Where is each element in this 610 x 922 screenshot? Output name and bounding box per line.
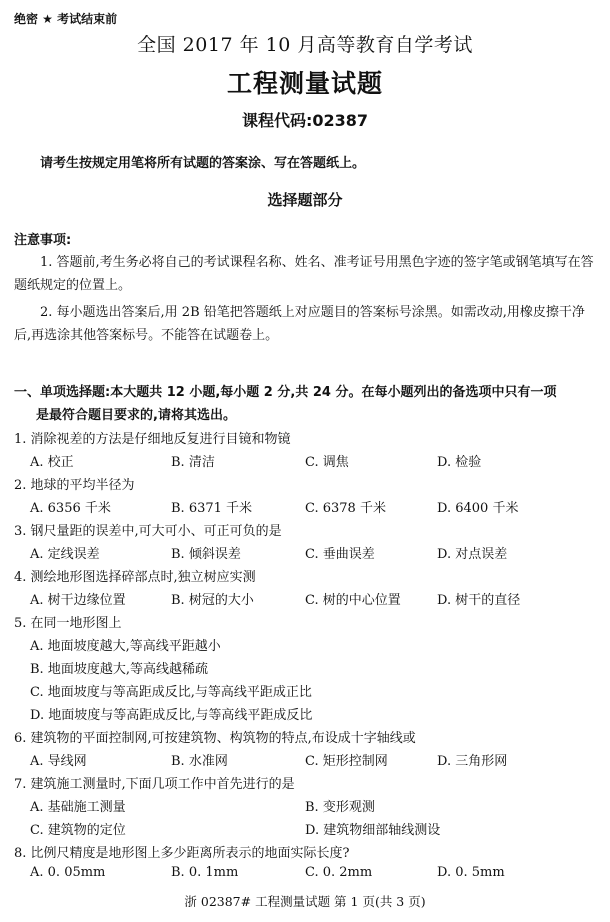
question-6-option-a: A. 导线网 — [30, 754, 87, 769]
question-8-stem: 8. 比例尺精度是地形图上多少距离所表示的地面实际长度? — [14, 846, 350, 861]
question-7-stem: 7. 建筑施工测量时,下面几项工作中首先进行的是 — [14, 777, 295, 792]
question-1-option-c: C. 调焦 — [305, 455, 349, 470]
question-6-stem: 6. 建筑物的平面控制网,可按建筑物、构筑物的特点,布设成十字轴线或 — [14, 731, 416, 746]
question-3-option-a: A. 定线误差 — [30, 547, 100, 562]
question-2-stem: 2. 地球的平均半径为 — [14, 478, 135, 493]
question-3-option-d: D. 对点误差 — [437, 547, 508, 562]
question-6-option-b: B. 水准网 — [171, 754, 228, 769]
question-1-option-a: A. 校正 — [30, 455, 74, 470]
question-8-option-b: B. 0. 1mm — [171, 865, 239, 880]
question-7-option-b: B. 变形观测 — [305, 800, 375, 815]
question-6-option-c: C. 矩形控制网 — [305, 754, 388, 769]
question-3-option-c: C. 垂曲误差 — [305, 547, 375, 562]
part1-heading-line2: 是最符合题目要求的,请将其选出。 — [36, 408, 236, 423]
page-footer: 浙 02387# 工程测量试题 第 1 页(共 3 页) — [184, 894, 426, 909]
question-7-option-a: A. 基础施工测量 — [30, 800, 126, 815]
question-4-option-d: D. 树干的直径 — [437, 593, 521, 608]
question-5-option-b: B. 地面坡度越大,等高线越稀疏 — [30, 662, 208, 677]
section-title: 选择题部分 — [267, 191, 343, 209]
question-1-stem: 1. 消除视差的方法是仔细地反复进行目镜和物镜 — [14, 432, 291, 447]
question-7-option-c: C. 建筑物的定位 — [30, 823, 126, 838]
answer-instruction: 请考生按规定用笔将所有试题的答案涂、写在答题纸上。 — [40, 156, 366, 171]
question-5-option-d: D. 地面坡度与等高距成反比,与等高线平距成反比 — [30, 708, 313, 723]
part1-heading-line1: 一、单项选择题:本大题共 12 小题,每小题 2 分,共 24 分。在每小题列出的备选项中只有一项 — [14, 385, 557, 400]
note-item-1: 1. 答题前,考生务必将自己的考试课程名称、姓名、准考证号用黑色字迹的签字笔或钢笔填写在答题纸规定的位置上。 — [14, 255, 594, 293]
question-4-stem: 4. 测绘地形图选择碎部点时,独立树应实测 — [14, 570, 256, 585]
question-4-option-a: A. 树干边缘位置 — [30, 593, 126, 608]
question-5-option-c: C. 地面坡度与等高距成反比,与等高线平距成正比 — [30, 685, 312, 700]
question-8-option-c: C. 0. 2mm — [305, 865, 373, 880]
question-6-option-d: D. 三角形网 — [437, 754, 508, 769]
question-1-option-b: B. 清洁 — [171, 455, 215, 470]
question-2-option-b: B. 6371 千米 — [171, 501, 253, 516]
question-2-option-d: D. 6400 千米 — [437, 501, 519, 516]
question-5-option-a: A. 地面坡度越大,等高线平距越小 — [30, 639, 221, 654]
question-3-stem: 3. 钢尺量距的误差中,可大可小、可正可负的是 — [14, 524, 282, 539]
note-item-2: 2. 每小题选出答案后,用 2B 铅笔把答题纸上对应题目的答案标号涂黑。如需改动,用橡皮擦干净后,再选涂其他答案标号。不能答在试题卷上。 — [14, 305, 585, 343]
paper-title: 工程测量试题 — [226, 69, 383, 98]
question-4-option-b: B. 树冠的大小 — [171, 593, 254, 608]
question-5-stem: 5. 在同一地形图上 — [14, 616, 122, 631]
question-4-option-c: C. 树的中心位置 — [305, 593, 401, 608]
question-3-option-b: B. 倾斜误差 — [171, 547, 241, 562]
question-8-option-d: D. 0. 5mm — [437, 865, 505, 880]
question-2-option-c: C. 6378 千米 — [305, 501, 386, 516]
exam-title: 全国 2017 年 10 月高等教育自学考试 — [137, 34, 473, 56]
question-8-option-a: A. 0. 05mm — [30, 865, 106, 880]
question-1-option-d: D. 检验 — [437, 455, 482, 470]
question-2-option-a: A. 6356 千米 — [30, 501, 111, 516]
course-code: 课程代码:02387 — [241, 111, 369, 130]
confidential-label: 绝密 ★ 考试结束前 — [14, 12, 118, 26]
question-7-option-d: D. 建筑物细部轴线测设 — [305, 823, 441, 838]
notes-title: 注意事项: — [14, 233, 72, 248]
